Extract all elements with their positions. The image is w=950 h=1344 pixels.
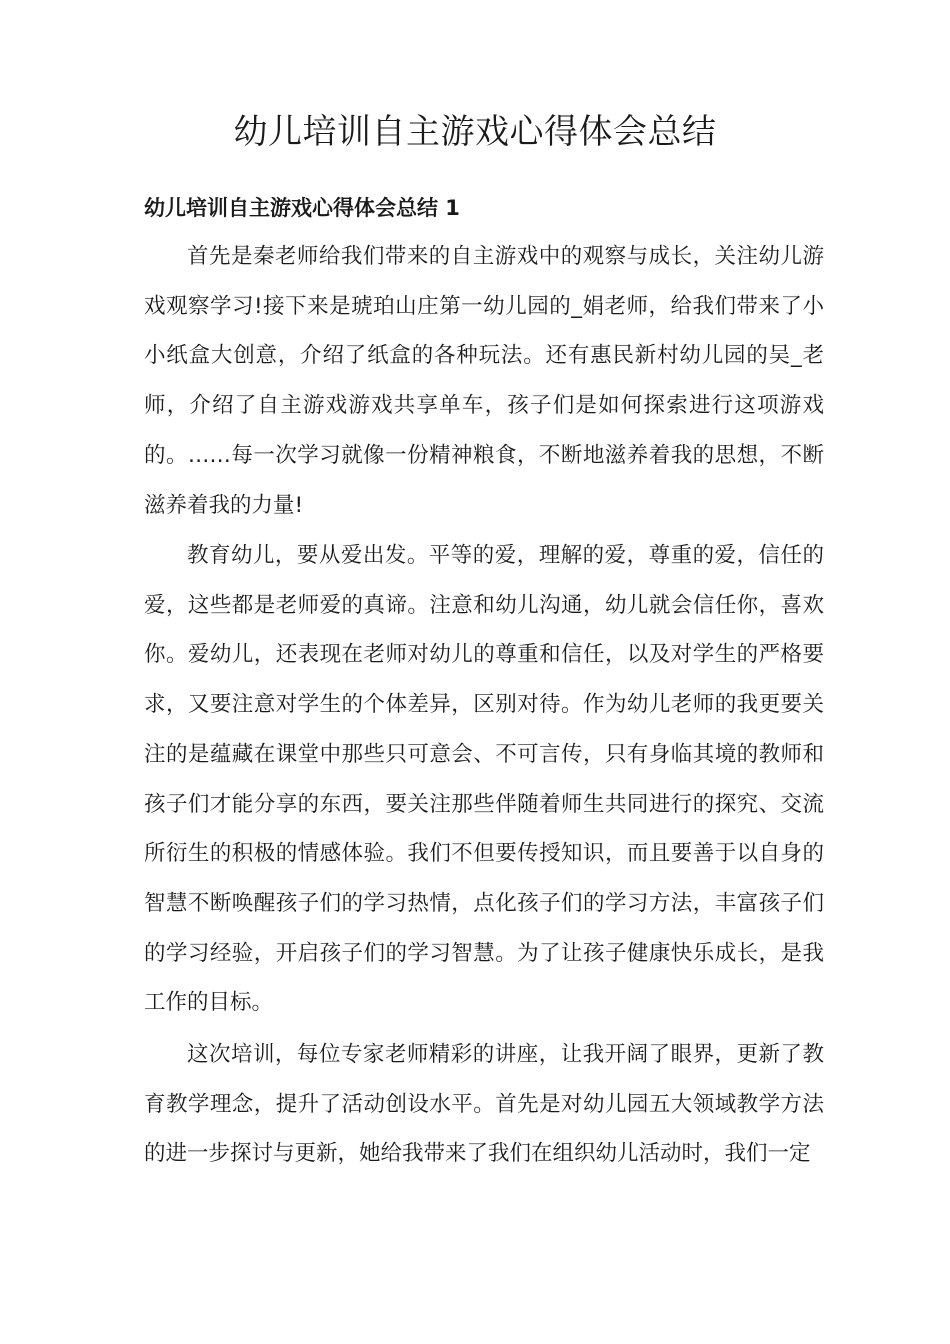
body-paragraph: 这次培训，每位专家老师精彩的讲座，让我开阔了眼界，更新了教育教学理念，提升了活动创设水平。首先是对幼儿园五大领域教学方法的进一步探讨与更新，她给我带来了我们在组织幼儿活动时，我们一定 — [144, 1042, 824, 1167]
section-heading: 幼儿培训自主游戏心得体会总结 1 — [144, 196, 460, 220]
body-paragraph: 教育幼儿，要从爱出发。平等的爱，理解的爱，尊重的爱，信任的爱，这些都是老师爱的真谛。注意和幼儿沟通，幼儿就会信任你，喜欢你。爱幼儿，还表现在老师对幼儿的尊重和信任，以及对学生的严格要求，又要注意对学生的个体差异，区别对待。作为幼儿老师的我更要关注的是蕴藏在课堂中那些只可意会、不可言传，只有身临其境的教师和孩子们才能分享的东西，要关注那些伴随着师生共同进行的探究、交流所衍生的积极的情感体验。我们不但要传授知识，而且要善于以自身的智慧不断唤醒孩子们的学习热情，点化孩子们的学习方法，丰富孩子们的学习经验，开启孩子们的学习智慧。为了让孩子健康快乐成长，是我工作的目标。 — [144, 543, 824, 1016]
body-paragraph: 首先是秦老师给我们带来的自主游戏中的观察与成长，关注幼儿游戏观察学习!接下来是琥珀山庄第一幼儿园的_娟老师，给我们带来了小小纸盒大创意，介绍了纸盒的各种玩法。还有惠民新村幼儿园的吴_老师，介绍了自主游戏游戏共享单车，孩子们是如何探索进行这项游戏的。……每一次学习就像一份精神粮食，不断地滋养着我的思想，不断滋养着我的力量! — [144, 244, 824, 518]
document-title: 幼儿培训自主游戏心得体会总结 — [233, 112, 717, 152]
